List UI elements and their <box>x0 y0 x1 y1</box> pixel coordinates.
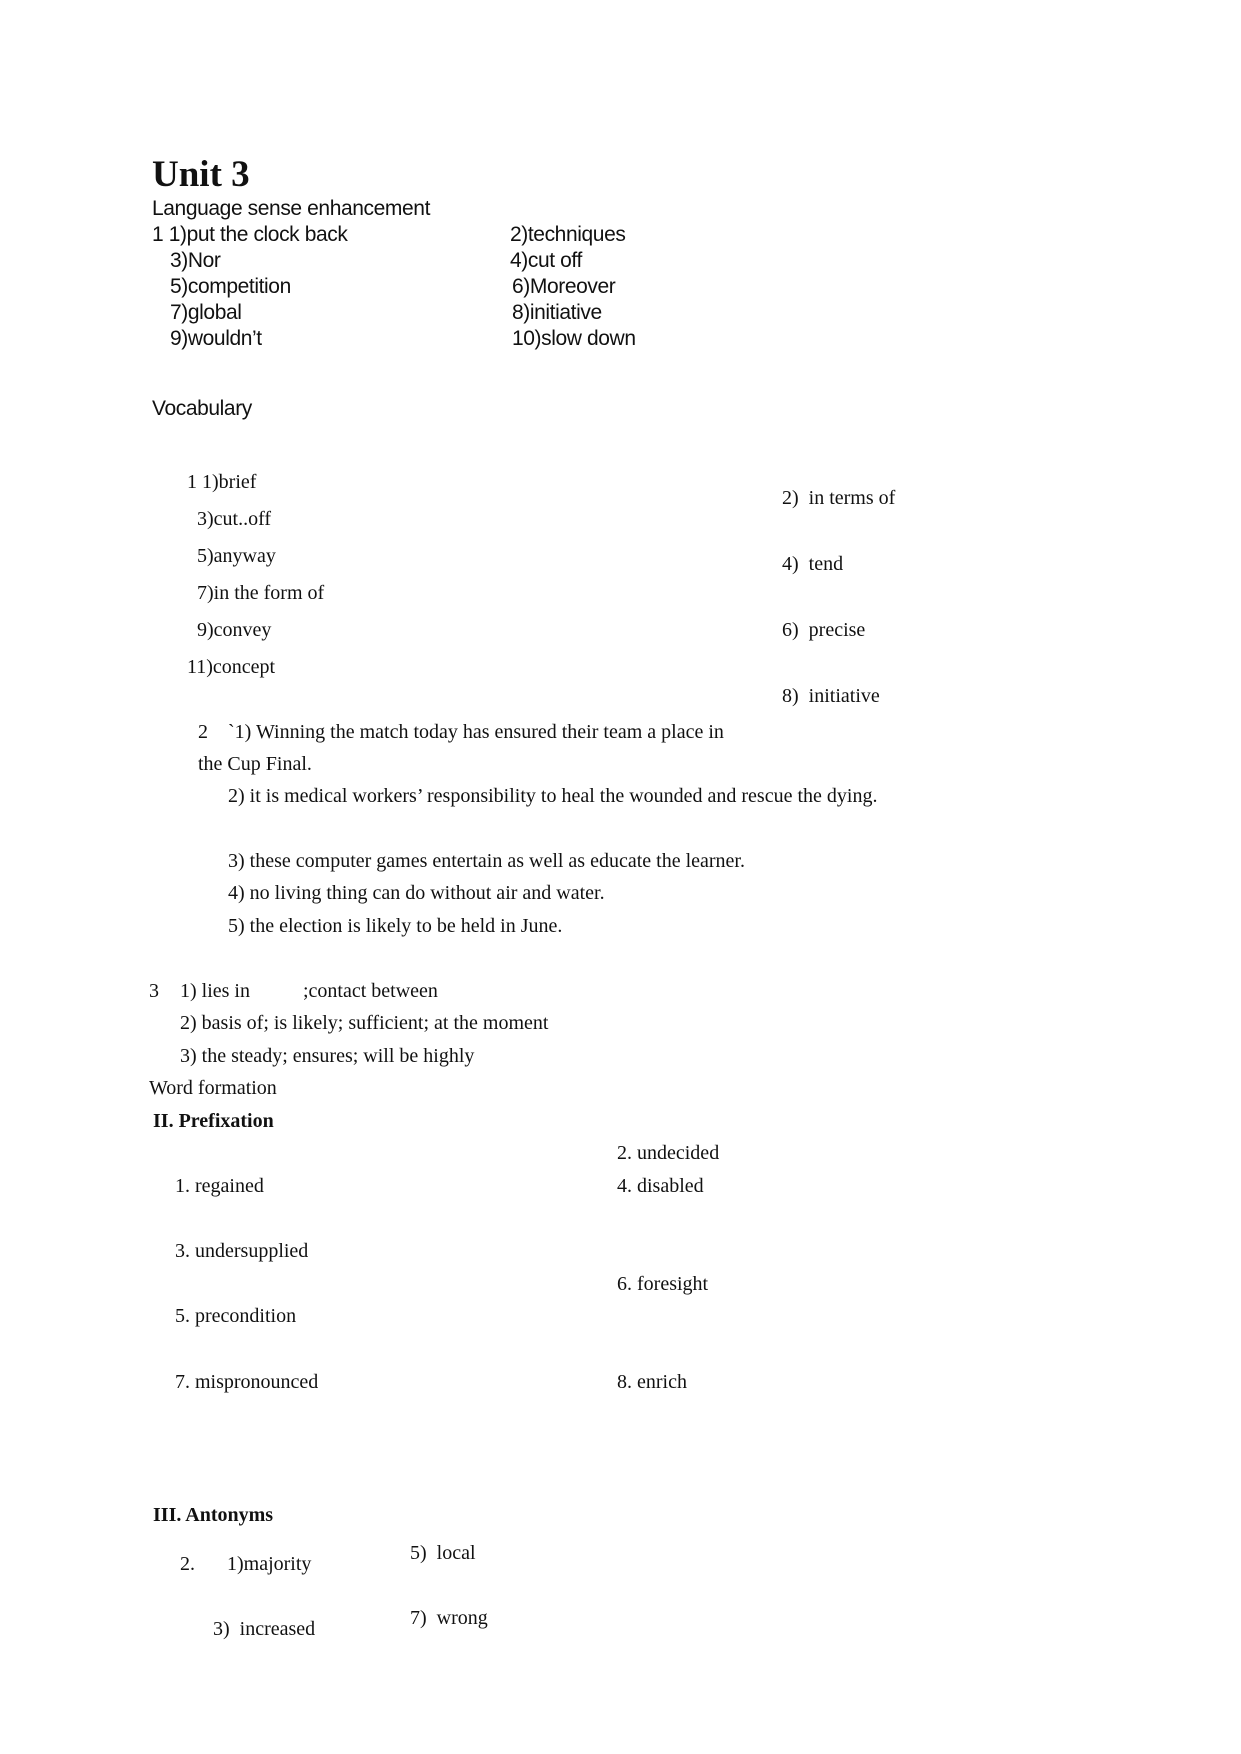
language-sense-item: 3)Nor <box>170 249 221 272</box>
exercise-sentence: 4) no living thing can do without air and water. <box>228 882 605 904</box>
vocabulary-item: 2) in terms of <box>782 487 896 509</box>
prefixation-item: 7. mispronounced <box>175 1371 319 1393</box>
prefixation-item: 5. precondition <box>175 1305 297 1327</box>
prefixation-heading: II. Prefixation <box>153 1110 274 1132</box>
language-sense-item: 6)Moreover <box>512 275 616 298</box>
vocabulary-item: 1 1)brief <box>187 471 257 493</box>
vocabulary-heading: Vocabulary <box>152 397 252 420</box>
language-sense-item: 7)global <box>170 301 242 324</box>
exercise-sentence: the Cup Final. <box>198 753 312 775</box>
vocabulary-item: 11)concept <box>187 656 276 678</box>
prefixation-item: 4. disabled <box>617 1175 704 1197</box>
prefixation-item: 6. foresight <box>617 1273 709 1295</box>
language-sense-item: 4)cut off <box>510 249 582 272</box>
prefixation-item: 3. undersupplied <box>175 1240 309 1262</box>
exercise-number: 2 <box>198 721 208 743</box>
word-formation-heading: Word formation <box>149 1077 277 1099</box>
language-sense-item: 9)wouldn’t <box>170 327 262 350</box>
exercise-sentence: 3) the steady; ensures; will be highly <box>180 1045 475 1067</box>
exercise-number: 2. <box>180 1553 195 1575</box>
exercise-sentence: 1) lies in <box>180 980 250 1002</box>
exercise-sentence: 2) basis of; is likely; sufficient; at the moment <box>180 1012 549 1034</box>
vocabulary-item: 5)anyway <box>197 545 276 567</box>
antonym-item: 7) wrong <box>410 1607 488 1629</box>
vocabulary-item: 7)in the form of <box>197 582 325 604</box>
exercise-sentence: 3) these computer games entertain as well as educate the learner. <box>228 850 745 872</box>
exercise-sentence: 5) the election is likely to be held in June. <box>228 915 563 937</box>
prefixation-item: 2. undecided <box>617 1142 720 1164</box>
vocabulary-item: 9)convey <box>197 619 272 641</box>
prefixation-item: 8. enrich <box>617 1371 687 1393</box>
vocabulary-item: 8) initiative <box>782 685 880 707</box>
language-sense-item: 1 1)put the clock back <box>152 223 348 246</box>
antonym-item: 1)majority <box>227 1553 312 1575</box>
exercise-sentence: 2) it is medical workers’ responsibility to heal the wounded and rescue the dying. <box>228 785 878 807</box>
exercise-sentence: `1) Winning the match today has ensured their team a place in <box>228 721 724 743</box>
language-sense-item: 2)techniques <box>510 223 626 246</box>
language-sense-heading: Language sense enhancement <box>152 197 431 220</box>
antonym-item: 3) increased <box>213 1618 316 1640</box>
vocabulary-item: 3)cut..off <box>197 508 272 530</box>
vocabulary-item: 6) precise <box>782 619 866 641</box>
exercise-sentence: ;contact between <box>303 980 438 1002</box>
antonym-item: 5) local <box>410 1542 476 1564</box>
antonyms-heading: III. Antonyms <box>153 1504 274 1526</box>
language-sense-item: 10)slow down <box>512 327 636 350</box>
prefixation-item: 1. regained <box>175 1175 264 1197</box>
page-title: Unit 3 <box>152 154 250 195</box>
vocabulary-item: 4) tend <box>782 553 844 575</box>
language-sense-item: 5)competition <box>170 275 291 298</box>
language-sense-item: 8)initiative <box>512 301 602 324</box>
exercise-number: 3 <box>149 980 159 1002</box>
